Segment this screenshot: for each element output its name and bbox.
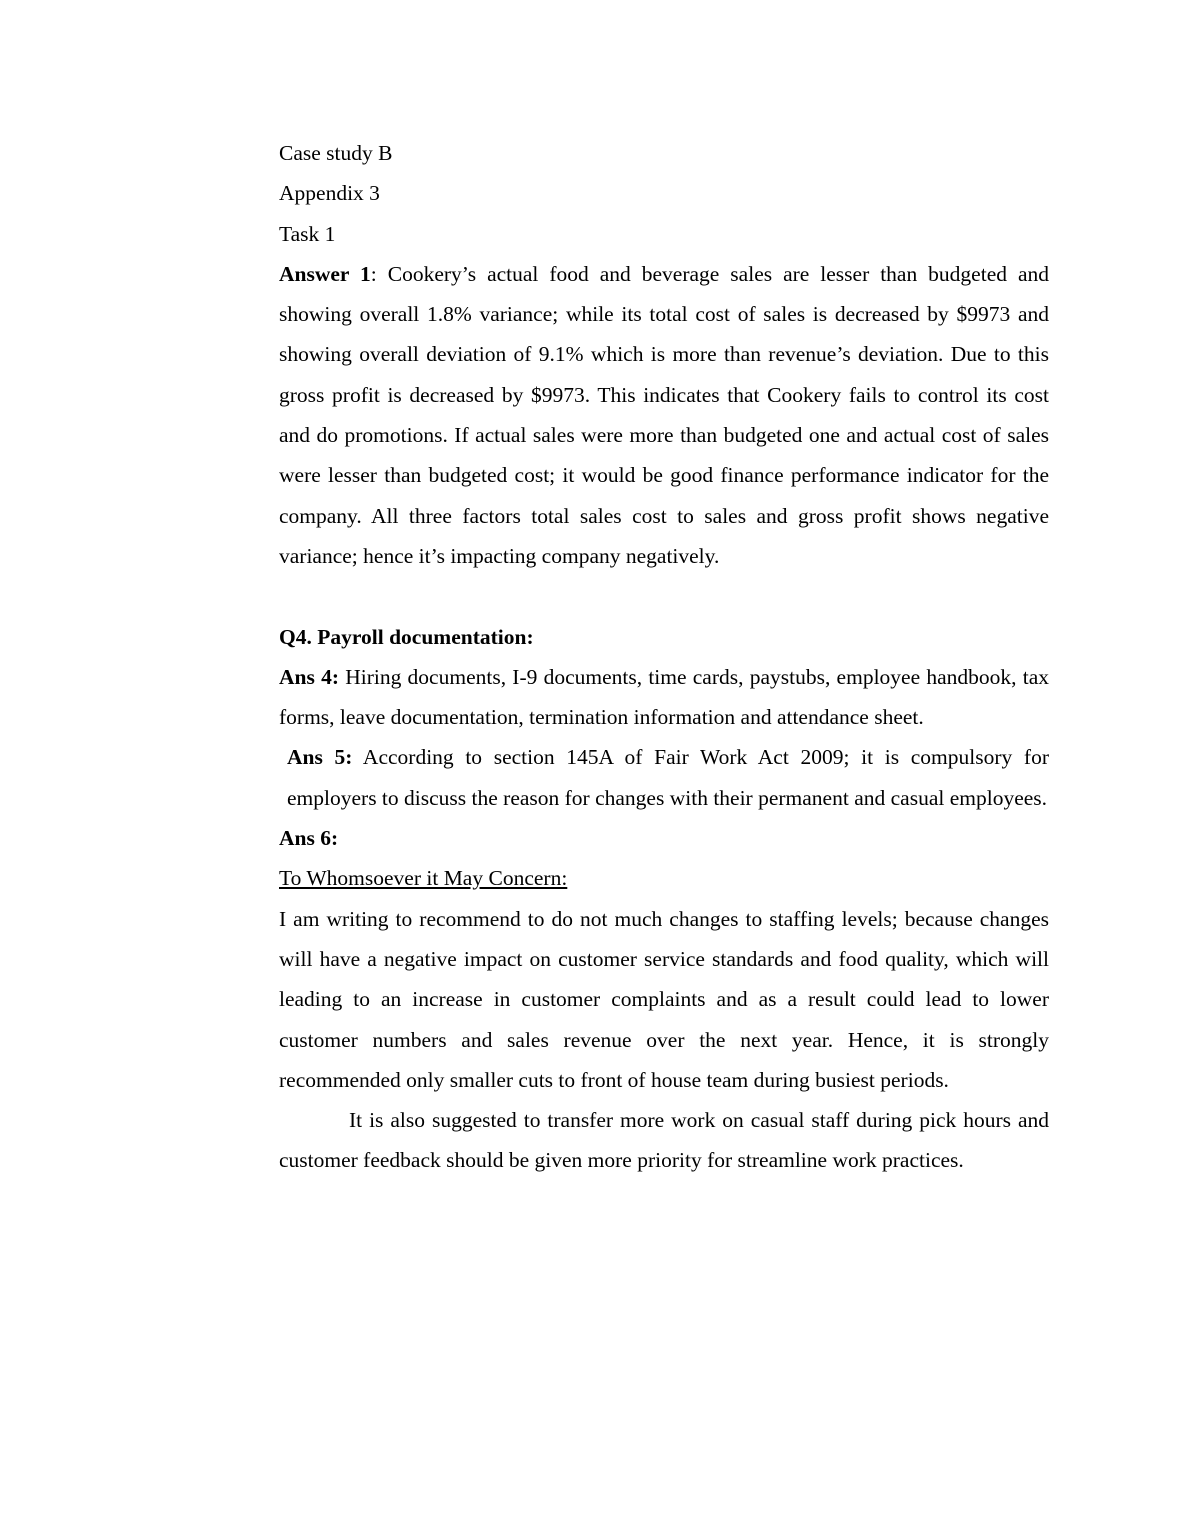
- answer-1-label: Answer 1: [279, 261, 371, 286]
- appendix-label: Appendix 3: [279, 181, 380, 206]
- letter-paragraph-2: It is also suggested to transfer more work on casual staff during pick hours and customer feedback should be given more priority for streamline work practices.: [279, 1108, 1049, 1173]
- ans-4-label: Ans 4:: [279, 664, 339, 689]
- letter-paragraph-1: I am writing to recommend to do not much changes to staffing levels; because changes will have a negative impact on customer service standards and food quality, which will leading to an increase in customer complaints and as a result could lead to lower customer numbers and sales revenue over the next year. Hence, it is strongly recommended only smaller cuts to front of house team during busiest periods.: [279, 906, 1049, 1092]
- q4-heading: Q4. Payroll documentation:: [279, 624, 534, 649]
- ans-5-paragraph: [279, 737, 1049, 818]
- ans-4-paragraph: [279, 657, 1049, 738]
- answer-1-paragraph: [279, 254, 1049, 576]
- ans-5-text: According to section 145A of Fair Work Act 2009; it is compulsory for employers to discuss the reason for changes with their permanent and casual employees.: [287, 745, 1050, 810]
- case-study-label: Case study B: [279, 141, 393, 165]
- ans-5-label: Ans 5:: [287, 745, 353, 770]
- answer-1-text: : Cookery’s actual food and beverage sales are lesser than budgeted and showing overall 1.8% variance; while its total cost of sales is decreased by $9973 and showing overall deviation of 9.1% which is more than revenue’s deviation. Due to this gross profit is decreased by $9973. This indicates that Cookery fails to control its cost and do promotions. If actual sales were more than budgeted one and actual cost of sales were lesser than budgeted cost; it would be good finance performance indicator for the company. All three factors total sales cost to sales and gross profit shows negative variance; hence it’s impacting company negatively.: [279, 261, 1049, 568]
- letter-salutation: To Whomsoever it May Concern:: [279, 866, 568, 891]
- ans-6-label: Ans 6:: [279, 826, 339, 851]
- task-label: Task 1: [279, 221, 336, 246]
- blank-line: [279, 576, 1049, 616]
- document-page: [279, 133, 1049, 1181]
- ans-4-text: Hiring documents, I-9 documents, time cards, paystubs, employee handbook, tax forms, leave documentation, termination information and attendance sheet.: [279, 664, 1049, 730]
